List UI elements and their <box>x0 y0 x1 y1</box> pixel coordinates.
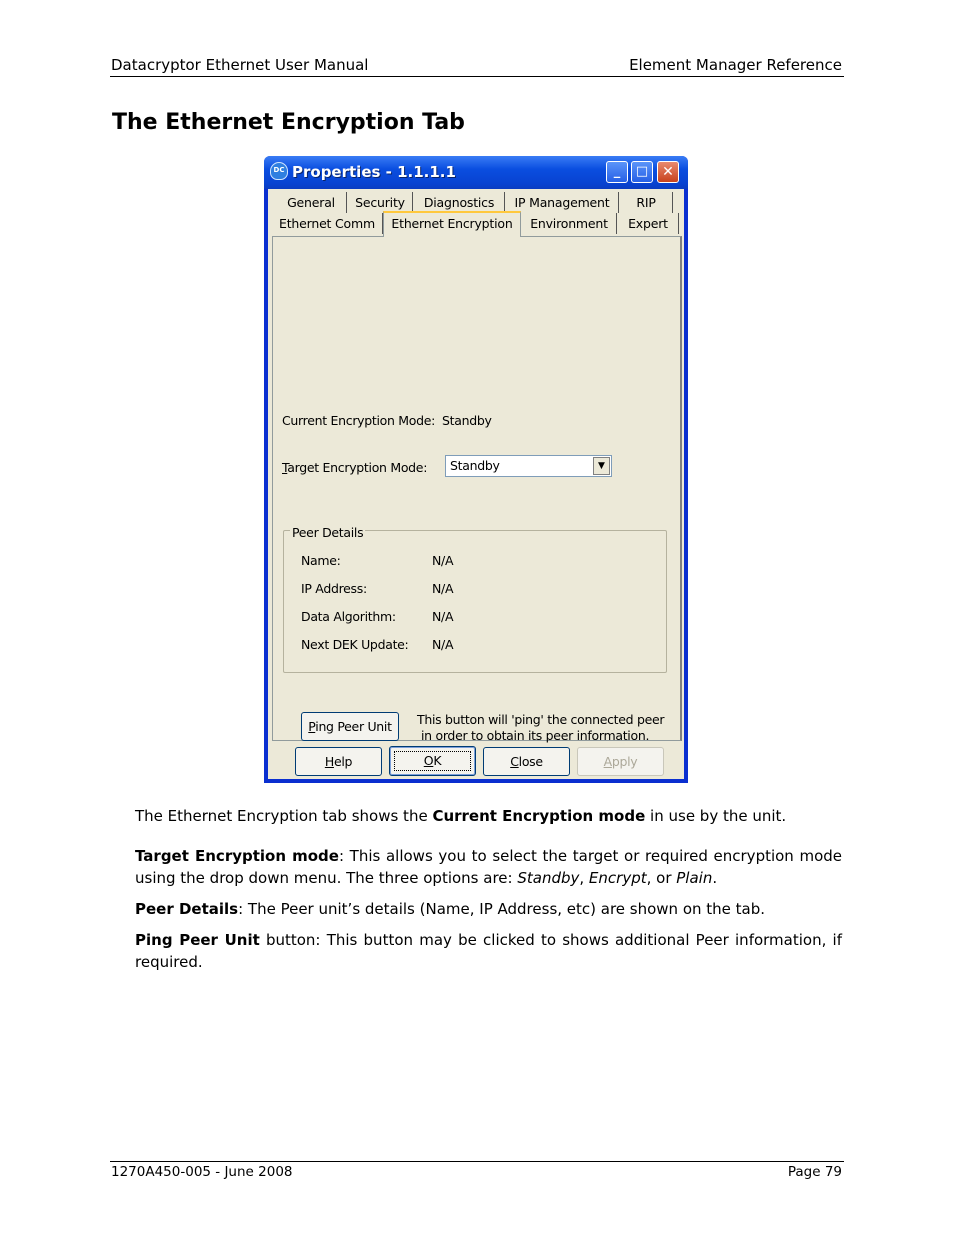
footer-doc-id: 1270A450-005 - June 2008 <box>111 1164 293 1180</box>
target-mode-selected: Standby <box>450 458 500 473</box>
footer-page-number: Page 79 <box>787 1164 842 1180</box>
footer-rule <box>110 1161 844 1162</box>
tab-environment[interactable]: Environment <box>522 213 617 234</box>
ping-peer-unit-button[interactable]: Ping Peer Unit <box>301 712 399 741</box>
chevron-down-icon[interactable]: ▼ <box>593 457 610 475</box>
current-mode-value: Standby <box>442 413 492 428</box>
tab-expert[interactable]: Expert <box>618 213 679 234</box>
peer-algorithm-value: N/A <box>432 609 454 624</box>
peer-name-label: Name: <box>301 553 341 568</box>
maximize-icon: □ <box>635 164 649 179</box>
ok-button[interactable]: OK <box>389 746 476 776</box>
tab-general[interactable]: General <box>276 192 347 213</box>
peer-ip-value: N/A <box>432 581 454 596</box>
section-title: The Ethernet Encryption Tab <box>112 110 465 135</box>
tab-diagnostics[interactable]: Diagnostics <box>414 192 505 213</box>
peer-details-legend: Peer Details <box>292 525 364 540</box>
peer-dek-label: Next DEK Update: <box>301 637 409 652</box>
close-window-button[interactable] <box>657 161 679 183</box>
running-header-title: Datacryptor Ethernet User Manual <box>111 56 369 74</box>
app-icon: DC <box>270 162 288 180</box>
ping-note-line1: This button will 'ping' the connected peer <box>417 712 665 727</box>
dialog-titlebar[interactable] <box>264 156 688 189</box>
header-rule <box>110 76 844 77</box>
paragraph-target-mode: Target Encryption mode: This allows you to select the target or required encryption mode using the drop down menu. The three options are: Standby, Encrypt, or Plain. <box>135 847 843 887</box>
paragraph-peer-details: Peer Details: The Peer unit’s details (Name, IP Address, etc) are shown on the tab. <box>135 900 766 918</box>
tab-security[interactable]: Security <box>348 192 413 213</box>
maximize-button[interactable] <box>631 161 653 183</box>
tab-rip[interactable]: RIP <box>620 192 673 213</box>
focus-rect <box>394 751 471 771</box>
running-header-section: Element Manager Reference <box>629 56 842 74</box>
help-button[interactable]: Help <box>295 747 382 776</box>
current-mode-label: Current Encryption Mode: <box>282 413 436 428</box>
paragraph-ping-peer: Ping Peer Unit button: This button may be clicked to shows additional Peer information, if required. <box>135 931 843 971</box>
peer-name-value: N/A <box>432 553 454 568</box>
close-button[interactable]: Close <box>483 747 570 776</box>
ping-note-line2: in order to obtain its peer information. <box>421 728 650 743</box>
target-mode-label: Target Encryption Mode: <box>282 460 428 475</box>
paragraph-current-mode: The Ethernet Encryption tab shows the Current Encryption mode in use by the unit. <box>135 807 787 825</box>
tab-ethernet-encryption[interactable]: Ethernet Encryption <box>383 211 521 237</box>
peer-dek-value: N/A <box>432 637 454 652</box>
dialog-title: Properties - 1.1.1.1 <box>292 163 456 181</box>
close-icon: ✕ <box>662 164 674 180</box>
peer-ip-label: IP Address: <box>301 581 367 596</box>
apply-button[interactable]: Apply <box>577 747 664 776</box>
minimize-icon: _ <box>613 164 621 179</box>
minimize-button[interactable] <box>606 161 628 183</box>
tab-ethernet-comm[interactable]: Ethernet Comm <box>272 213 383 234</box>
dialog-client-area <box>268 189 684 779</box>
tab-ip-management[interactable]: IP Management <box>506 192 619 213</box>
target-mode-dropdown[interactable] <box>445 455 612 477</box>
peer-algorithm-label: Data Algorithm: <box>301 609 396 624</box>
properties-dialog <box>264 156 688 783</box>
